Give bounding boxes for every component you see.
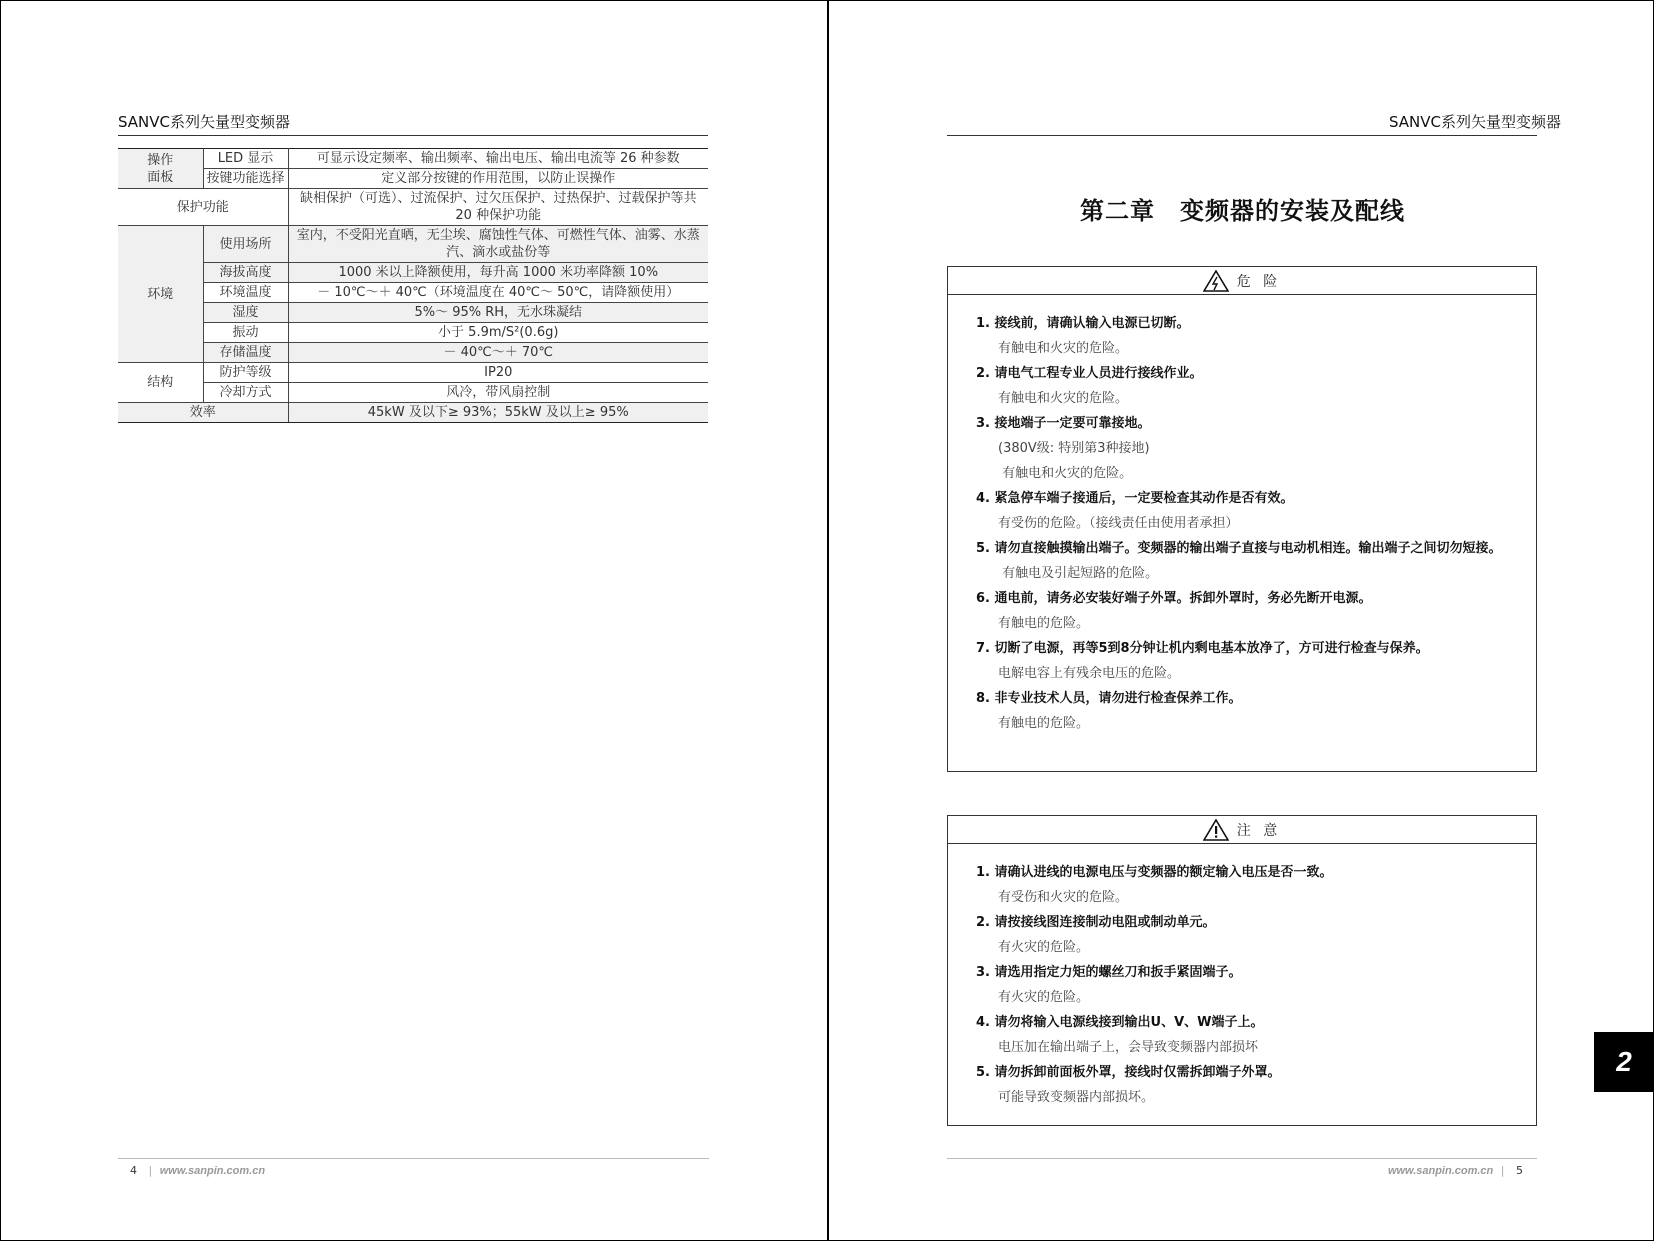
item-note: 有火灾的危险。 (998, 990, 1090, 1005)
list-item (976, 960, 1512, 1010)
list-item (976, 486, 1512, 536)
danger-list (948, 295, 1536, 736)
key-label: 按键功能选择 (203, 169, 288, 189)
list-item (976, 361, 1512, 411)
caution-box (947, 815, 1537, 1126)
env-group-cell: 环境 (118, 226, 203, 363)
cooling-label: 冷却方式 (203, 383, 288, 403)
footer-rule (947, 1158, 1537, 1159)
list-item (976, 411, 1512, 486)
storage-value: － 40℃～＋ 70℃ (288, 343, 708, 363)
item-title: 7. 切断了电源，再等5到8分钟让机内剩电基本放净了，方可进行检查与保养。 (976, 641, 1429, 656)
list-item (976, 1060, 1512, 1110)
header-rule (118, 135, 708, 136)
item-title: 3. 接地端子一定要可靠接地。 (976, 416, 1151, 431)
item-title: 5. 请勿拆卸前面板外罩，接线时仅需拆卸端子外罩。 (976, 1065, 1281, 1080)
item-title: 4. 紧急停车端子接通后，一定要检查其动作是否有效。 (976, 491, 1294, 506)
item-note: 有触电及引起短路的危险。 (998, 566, 1159, 581)
running-head: SANVC系列矢量型变频器 (118, 113, 291, 131)
item-note: 有触电的危险。 (998, 716, 1090, 731)
item-note: 有受伤的危险。（接线责任由使用者承担） (998, 516, 1239, 531)
danger-heading-bar (948, 267, 1536, 295)
danger-heading: 危 险 (1236, 273, 1282, 290)
vibration-label: 振动 (203, 323, 288, 343)
list-item (976, 586, 1512, 636)
ip-label: 防护等级 (203, 363, 288, 383)
item-title: 5. 请勿直接触摸输出端子。变频器的输出端子直接与电动机相连。输出端子之间切勿短接。 (976, 541, 1502, 556)
item-title: 4. 请勿将输入电源线接到输出U、V、W端子上。 (976, 1015, 1264, 1030)
page-number: 5 (1516, 1164, 1523, 1177)
item-note: 有触电和火灾的危险。 (998, 341, 1129, 356)
footer (1388, 1164, 1523, 1177)
item-title: 8. 非专业技术人员，请勿进行检查保养工作。 (976, 691, 1242, 706)
footer (130, 1164, 265, 1177)
chapter-tab-marker: 2 (1594, 1032, 1654, 1092)
eff-label: 效率 (118, 403, 288, 423)
list-item (976, 536, 1512, 586)
list-item (976, 311, 1512, 361)
panel-group-cell: 操作 面板 (118, 149, 203, 189)
page-number: 4 (130, 1164, 137, 1177)
list-item (976, 636, 1512, 686)
footer-url: www.sanpin.com.cn (1387, 1165, 1494, 1177)
temp-value: － 10℃～＋ 40℃（环境温度在 40℃～ 50℃，请降额使用） (288, 283, 708, 303)
ip-value: IP20 (288, 363, 708, 383)
chapter-title: 第二章 变频器的安装及配线 (1080, 197, 1405, 225)
item-title: 6. 通电前，请务必安装好端子外罩。拆卸外罩时，务必先断开电源。 (976, 591, 1372, 606)
humidity-value: 5%～ 95% RH，无水珠凝结 (288, 303, 708, 323)
place-value: 室内，不受阳光直晒，无尘埃、腐蚀性气体、可燃性气体、油雾、水蒸汽、滴水或盐份等 (288, 226, 708, 263)
footer-rule (118, 1158, 709, 1159)
altitude-value: 1000 米以上降额使用，每升高 1000 米功率降额 10% (288, 263, 708, 283)
led-label: LED 显示 (203, 149, 288, 169)
item-title: 3. 请选用指定力矩的螺丝刀和扳手紧固端子。 (976, 965, 1242, 980)
item-title: 2. 请按接线图连接制动电阻或制动单元。 (976, 915, 1216, 930)
place-label: 使用场所 (203, 226, 288, 263)
item-note: 有触电的危险。 (998, 616, 1090, 631)
exclamation-warning-icon (1203, 819, 1229, 841)
cooling-value: 风冷，带风扇控制 (288, 383, 708, 403)
storage-label: 存储温度 (203, 343, 288, 363)
danger-box (947, 266, 1537, 772)
protect-label: 保护功能 (118, 189, 288, 226)
item-note: 有受伤和火灾的危险。 (998, 890, 1129, 905)
caution-heading-bar (948, 816, 1536, 844)
humidity-label: 湿度 (203, 303, 288, 323)
caution-list (948, 844, 1536, 1110)
temp-label: 环境温度 (203, 283, 288, 303)
key-value: 定义部分按键的作用范围，以防止误操作 (288, 169, 708, 189)
list-item (976, 860, 1512, 910)
item-title: 1. 接线前，请确认输入电源已切断。 (976, 316, 1190, 331)
caution-heading: 注 意 (1236, 822, 1282, 839)
list-item (976, 910, 1512, 960)
item-note: 电压加在输出端子上，会导致变频器内部损坏 (998, 1040, 1259, 1055)
list-item (976, 1010, 1512, 1060)
footer-separator: | (148, 1164, 153, 1177)
item-title: 2. 请电气工程专业人员进行接线作业。 (976, 366, 1203, 381)
footer-url: www.sanpin.com.cn (159, 1165, 266, 1177)
footer-separator: | (1500, 1164, 1505, 1177)
running-head: SANVC系列矢量型变频器 (1388, 113, 1561, 131)
spec-table (118, 148, 708, 423)
item-note: 可能导致变频器内部损坏。 (998, 1090, 1155, 1105)
altitude-label: 海拔高度 (203, 263, 288, 283)
item-note: (380V级: 特别第3种接地) (998, 441, 1150, 456)
item-title: 1. 请确认进线的电源电压与变频器的额定输入电压是否一致。 (976, 865, 1333, 880)
item-note: 有火灾的危险。 (998, 940, 1090, 955)
eff-value: 45kW 及以下≥ 93%；55kW 及以上≥ 95% (288, 403, 708, 423)
vibration-value: 小于 5.9m/S²(0.6g) (288, 323, 708, 343)
header-rule (947, 135, 1537, 136)
item-note: 有触电和火灾的危险。 (998, 391, 1129, 406)
struct-group-cell: 结构 (118, 363, 203, 403)
item-note: 电解电容上有残余电压的危险。 (998, 666, 1181, 681)
electric-shock-warning-icon (1203, 270, 1229, 292)
led-value: 可显示设定频率、输出频率、输出电压、输出电流等 26 种参数 (288, 149, 708, 169)
item-note: 有触电和火灾的危险。 (998, 466, 1133, 481)
protect-value: 缺相保护（可选）、过流保护、过欠压保护、过热保护、过载保护等共 20 种保护功能 (288, 189, 708, 226)
right-page (827, 0, 1654, 1241)
list-item (976, 686, 1512, 736)
